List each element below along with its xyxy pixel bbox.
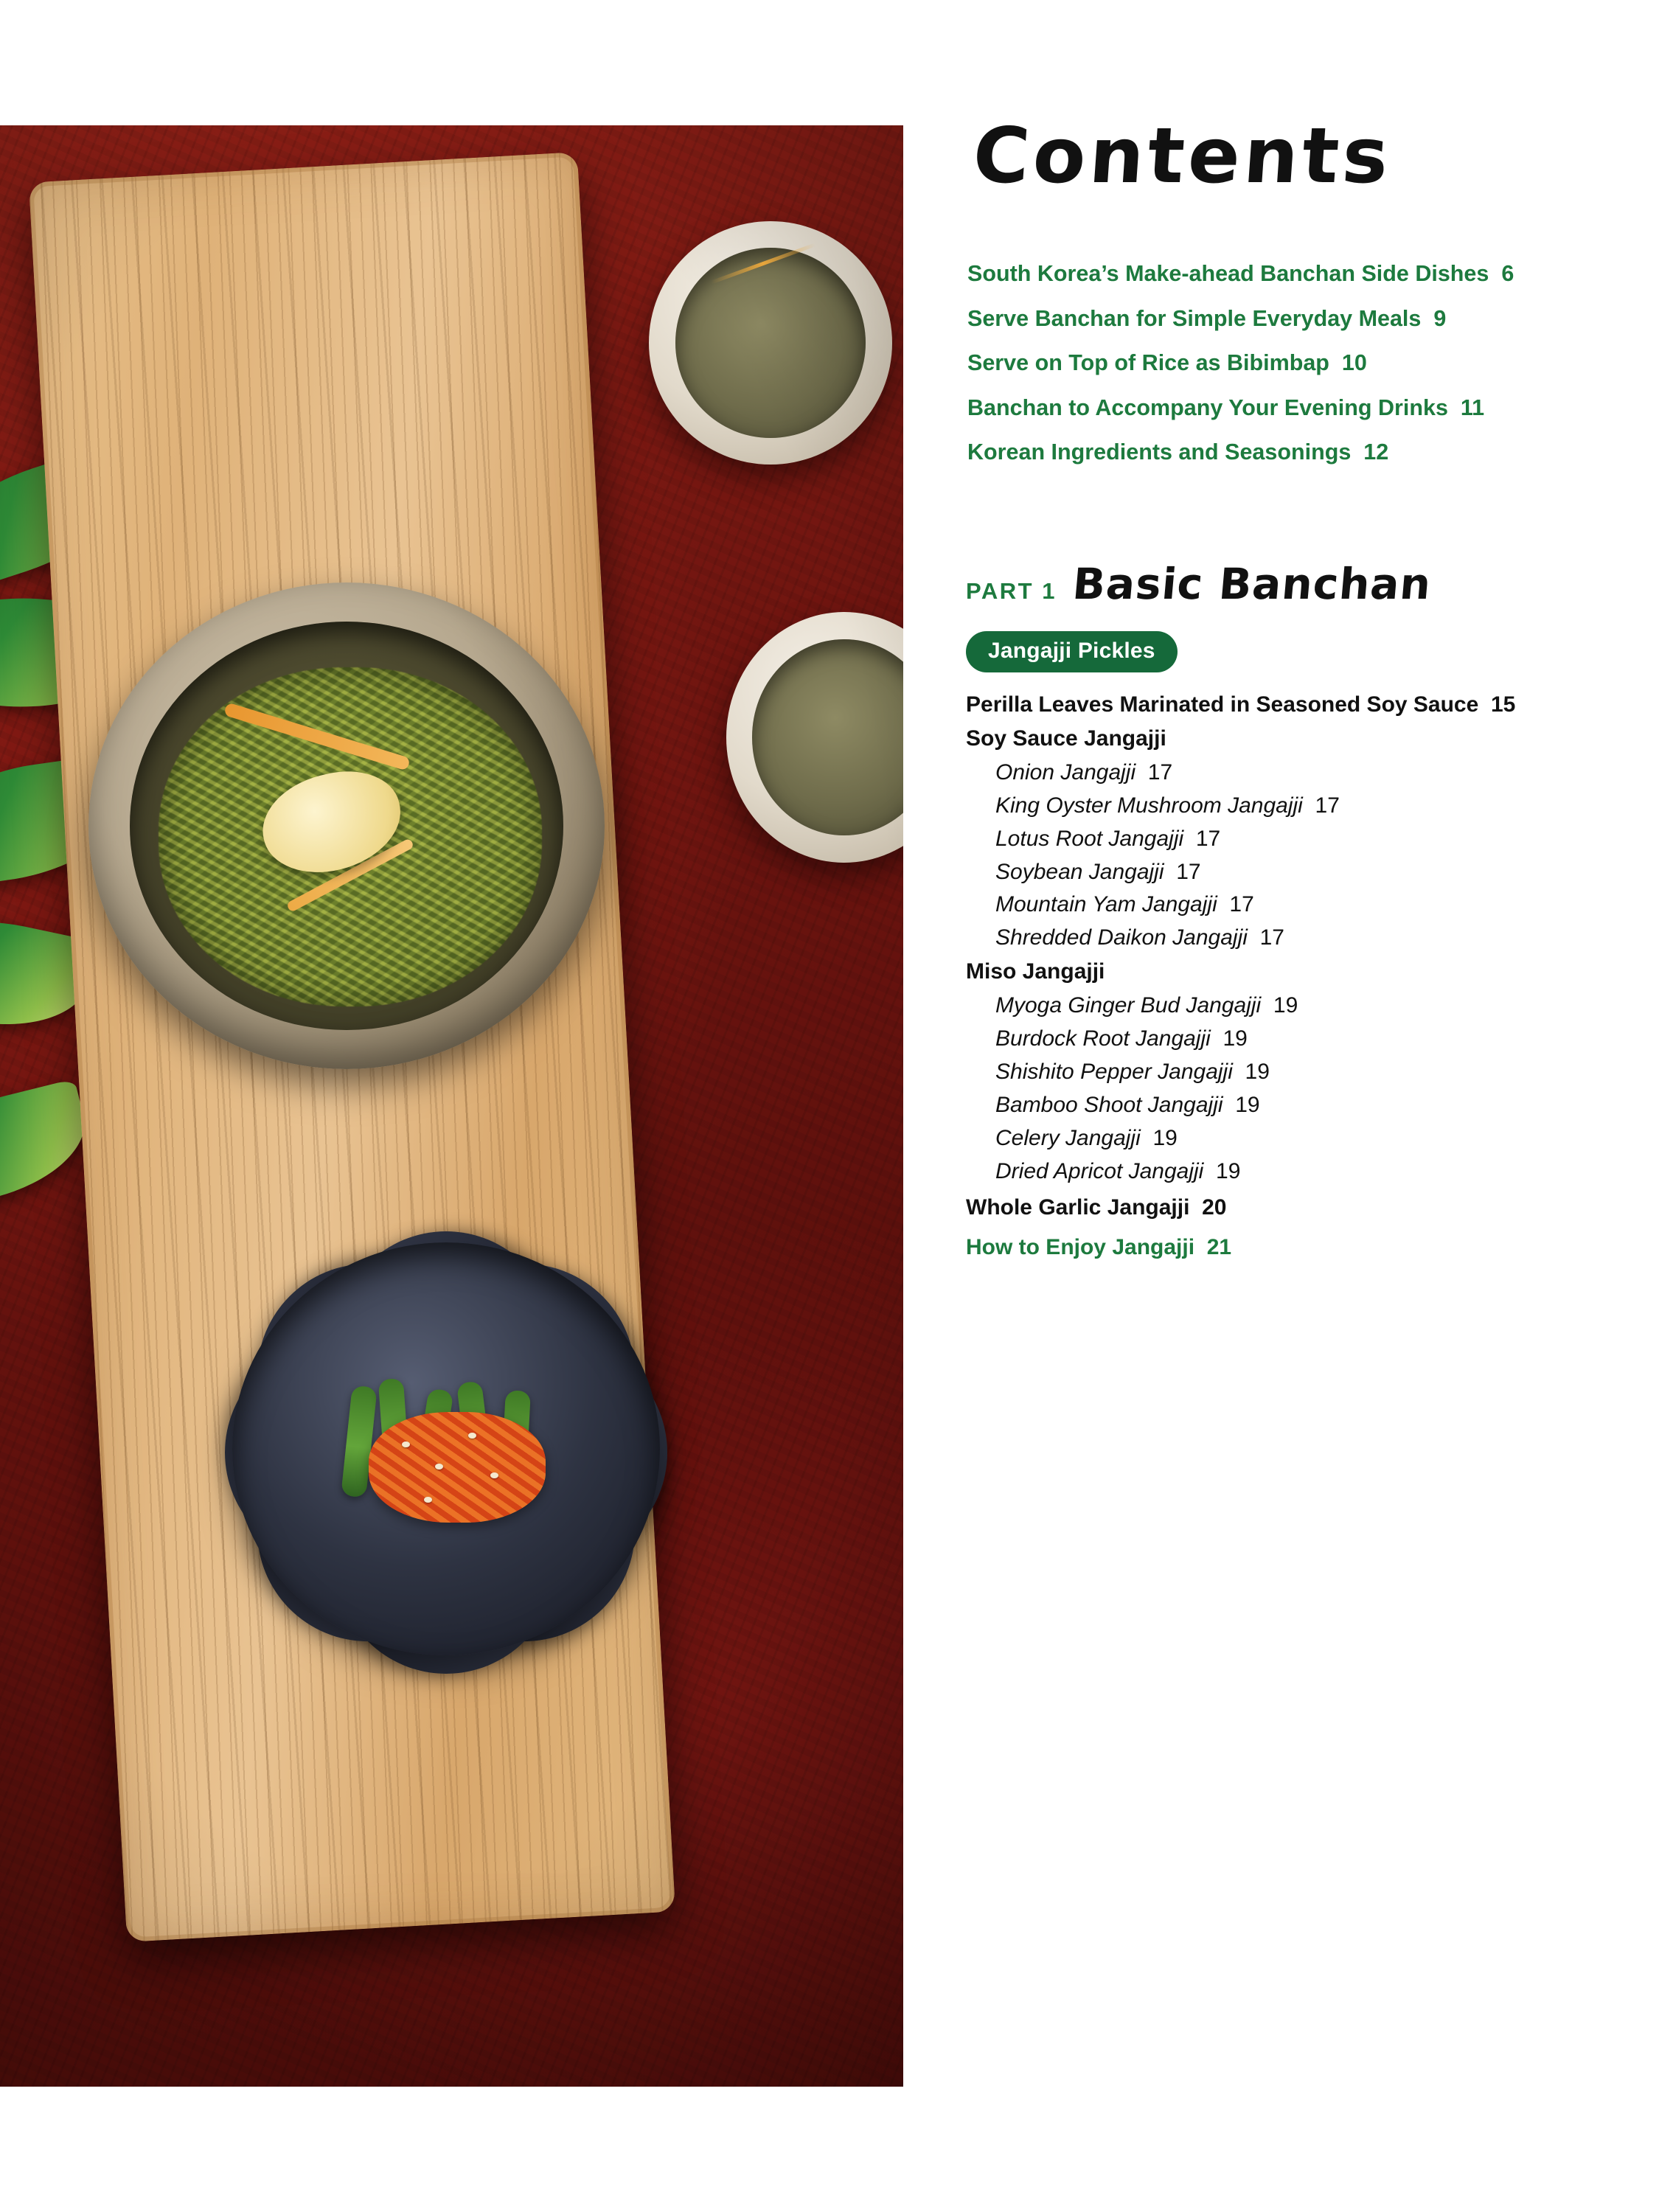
toc-entry-label: Shredded Daikon Jangajji bbox=[995, 925, 1248, 950]
toc-group-heading bbox=[966, 724, 1578, 754]
toc-entry-page: 19 bbox=[1216, 1158, 1241, 1183]
toc-entry-page: 15 bbox=[1490, 692, 1516, 717]
toc-entry[interactable] bbox=[966, 1233, 1578, 1262]
front-matter-item[interactable] bbox=[967, 437, 1578, 469]
front-matter-list bbox=[967, 258, 1578, 469]
toc-entry-page: 17 bbox=[1259, 925, 1284, 950]
toc-entry-label: Whole Garlic Jangajji bbox=[966, 1195, 1190, 1220]
front-matter-label: Korean Ingredients and Seasonings bbox=[967, 439, 1352, 465]
front-matter-label: Banchan to Accompany Your Evening Drinks bbox=[967, 394, 1448, 420]
toc-entry-page: 19 bbox=[1222, 1026, 1248, 1051]
contents-photo bbox=[0, 125, 903, 2087]
front-matter-item[interactable] bbox=[967, 347, 1578, 380]
toc-entry-label: How to Enjoy Jangajji bbox=[966, 1235, 1195, 1260]
toc-list bbox=[966, 690, 1578, 1262]
front-matter-item[interactable] bbox=[967, 258, 1578, 291]
front-matter-label: Serve Banchan for Simple Everyday Meals bbox=[967, 305, 1422, 331]
toc-entry-label: Soybean Jangajji bbox=[995, 859, 1164, 884]
part-heading bbox=[966, 559, 1578, 609]
toc-entry-page: 21 bbox=[1206, 1235, 1232, 1260]
toc-entry-page: 20 bbox=[1202, 1195, 1227, 1220]
toc-entry[interactable] bbox=[966, 824, 1578, 854]
toc-entry-page: 17 bbox=[1315, 793, 1340, 818]
front-matter-item[interactable] bbox=[967, 303, 1578, 335]
toc-entry[interactable] bbox=[966, 1057, 1578, 1087]
toc-entry[interactable] bbox=[966, 690, 1578, 720]
toc-entry-page: 19 bbox=[1273, 993, 1298, 1018]
toc-entry[interactable] bbox=[966, 1157, 1578, 1186]
part-label: PART 1 bbox=[966, 578, 1057, 605]
front-matter-page: 12 bbox=[1363, 439, 1389, 465]
front-matter-page: 6 bbox=[1501, 261, 1514, 286]
toc-entry[interactable] bbox=[966, 1124, 1578, 1153]
toc-entry[interactable] bbox=[966, 791, 1578, 821]
toc-entry[interactable] bbox=[966, 858, 1578, 887]
toc-entry[interactable] bbox=[966, 890, 1578, 919]
toc-group-heading bbox=[966, 957, 1578, 987]
toc-entry-label: King Oyster Mushroom Jangajji bbox=[995, 793, 1303, 818]
toc-entry-label: Onion Jangajji bbox=[995, 759, 1136, 785]
toc-group-label: Miso Jangajji bbox=[966, 959, 1105, 984]
toc-entry-label: Celery Jangajji bbox=[995, 1125, 1141, 1150]
toc-entry[interactable] bbox=[966, 923, 1578, 953]
part-name: Basic Banchan bbox=[1070, 559, 1433, 610]
toc-entry-page: 19 bbox=[1235, 1092, 1260, 1117]
toc-entry[interactable] bbox=[966, 1024, 1578, 1054]
toc-entry[interactable] bbox=[966, 758, 1578, 787]
toc-entry-label: Dried Apricot Jangajji bbox=[995, 1158, 1204, 1183]
page-title: Contents bbox=[970, 111, 1395, 201]
contents-column bbox=[966, 111, 1578, 1267]
toc-entry[interactable] bbox=[966, 1193, 1578, 1222]
toc-entry-page: 17 bbox=[1229, 892, 1254, 917]
toc-group-label: Soy Sauce Jangajji bbox=[966, 726, 1166, 751]
front-matter-item[interactable] bbox=[967, 392, 1578, 425]
section-chip: Jangajji Pickles bbox=[966, 631, 1178, 672]
toc-entry-page: 17 bbox=[1176, 859, 1201, 884]
toc-entry-label: Bamboo Shoot Jangajji bbox=[995, 1092, 1223, 1117]
front-matter-label: Serve on Top of Rice as Bibimbap bbox=[967, 350, 1329, 376]
toc-entry-label: Burdock Root Jangajji bbox=[995, 1026, 1211, 1051]
photo-vignette bbox=[0, 125, 903, 2087]
front-matter-page: 11 bbox=[1460, 394, 1485, 420]
front-matter-page: 10 bbox=[1341, 350, 1367, 376]
toc-entry-label: Lotus Root Jangajji bbox=[995, 826, 1184, 851]
front-matter-page: 9 bbox=[1433, 305, 1447, 331]
toc-entry[interactable] bbox=[966, 1091, 1578, 1120]
toc-entry-page: 19 bbox=[1245, 1059, 1270, 1084]
toc-entry-page: 17 bbox=[1195, 826, 1221, 851]
toc-entry[interactable] bbox=[966, 991, 1578, 1020]
front-matter-label: South Korea’s Make-ahead Banchan Side Dishes bbox=[967, 261, 1489, 286]
toc-entry-label: Perilla Leaves Marinated in Seasoned Soy Sauce bbox=[966, 692, 1479, 717]
toc-entry-page: 19 bbox=[1152, 1125, 1178, 1150]
toc-entry-page: 17 bbox=[1147, 759, 1173, 785]
toc-entry-label: Myoga Ginger Bud Jangajji bbox=[995, 993, 1262, 1018]
toc-entry-label: Shishito Pepper Jangajji bbox=[995, 1059, 1233, 1084]
toc-entry-label: Mountain Yam Jangajji bbox=[995, 892, 1217, 917]
